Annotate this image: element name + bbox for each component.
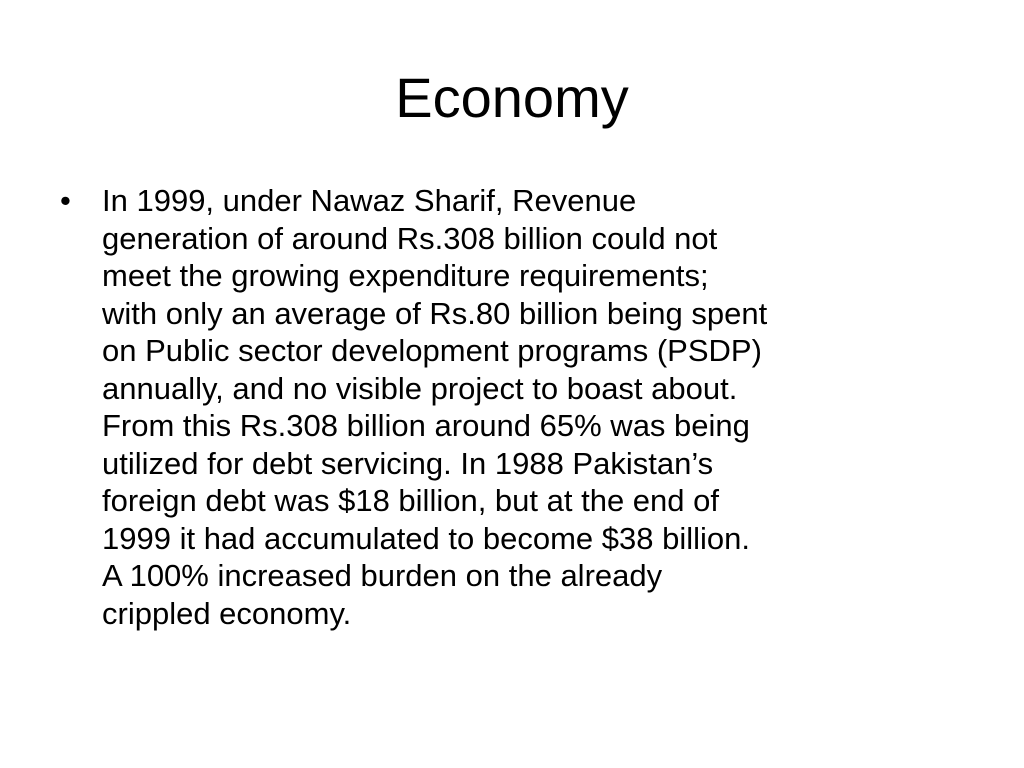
bullet-text-line: From this Rs.308 billion around 65% was being (102, 408, 750, 443)
bullet-list (58, 182, 978, 632)
bullet-text-line: In 1999, under Nawaz Sharif, Revenue (102, 183, 637, 218)
bullet-text-line: with only an average of Rs.80 billion being spent (102, 295, 768, 331)
bullet-text-line: annually, and no visible project to boast about. (102, 370, 738, 406)
bullet-item (58, 182, 978, 632)
bullet-text-line: utilized for debt servicing. In 1988 Pakistan’s (102, 445, 714, 481)
slide-title: Economy (395, 66, 629, 129)
bullet-text-line: foreign debt was $18 billion, but at the end of (102, 483, 719, 518)
bullet-text-line: on Public sector development programs (PSDP) (102, 333, 762, 368)
bullet-text-line: 1999 it had accumulated to become $38 billion. (102, 520, 750, 556)
bullet-text-line: crippled economy. (102, 595, 352, 631)
bullet-text-line: A 100% increased burden on the already (102, 558, 663, 593)
bullet-marker: • (60, 183, 71, 218)
bullet-text-line: generation of around Rs.308 billion could not (102, 220, 718, 256)
bullet-text-line: meet the growing expenditure requirements; (102, 258, 709, 293)
